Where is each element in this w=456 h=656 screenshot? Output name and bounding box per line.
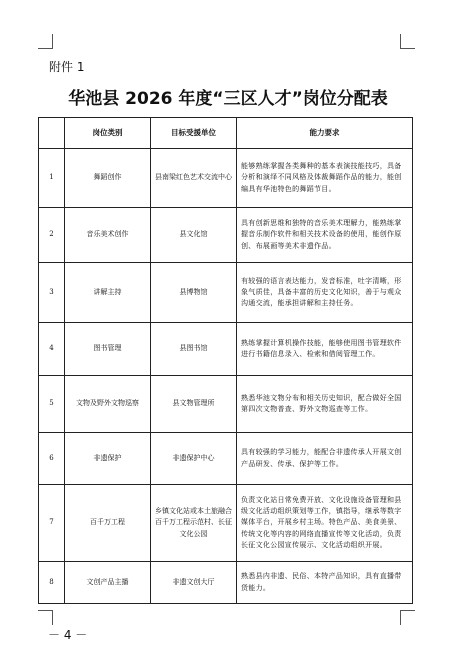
table-row [39,149,413,208]
row-unit: 乡镇文化站或本土旅融合百千万工程示范村、长征文化公园 [151,485,237,562]
row-category: 图书管理 [65,323,151,376]
header-unit: 目标受援单位 [151,118,237,149]
row-unit: 县文物管理所 [151,376,237,433]
row-unit: 县南梁红色艺术交流中心 [151,149,237,208]
row-number: 1 [39,149,65,208]
row-category: 讲解主持 [65,263,151,323]
allocation-table [38,117,413,604]
row-requirement: 熟悉县内非遗、民俗、本特产品知识，具有直播带货能力。 [237,562,413,604]
row-requirement: 熟悉华池文物分布和相关历史知识，配合做好全国第四次文物普查、野外文物巡查等工作。 [237,376,413,433]
row-unit: 非遗文创大厅 [151,562,237,604]
row-category: 舞蹈创作 [65,149,151,208]
row-requirement: 熟练掌握计算机操作技能，能够使用图书管理软件进行书籍信息录入、检索和借阅管理工作。 [237,323,413,376]
row-unit: 县博物馆 [151,263,237,323]
table-row [39,263,413,323]
row-category: 文创产品主播 [65,562,151,604]
table-row [39,562,413,604]
header-index [39,118,65,149]
row-unit: 县图书馆 [151,323,237,376]
row-category: 音乐美术创作 [65,208,151,263]
page-number: － 4 － [48,628,88,642]
table-row [39,208,413,263]
row-number: 2 [39,208,65,263]
row-number: 8 [39,562,65,604]
table-row [39,323,413,376]
crop-mark-top-right [400,34,415,49]
row-number: 7 [39,485,65,562]
row-requirement: 能够熟练掌握各类舞种的基本表演技能技巧，具备分析和演绎不同风格及体裁舞蹈作品的能力，能创编具有华池特色的舞蹈节目。 [237,149,413,208]
table-row [39,376,413,433]
row-unit: 县文化馆 [151,208,237,263]
row-requirement: 有较强的语言表达能力，发音标准，吐字清晰，形象气质佳，具备丰富的历史文化知识，善于与观众沟通交流，能承担讲解和主持任务。 [237,263,413,323]
attachment-label: 附件 1 [49,60,85,74]
row-number: 4 [39,323,65,376]
crop-mark-bottom-left [38,610,53,625]
row-number: 6 [39,433,65,485]
page-title: 华池县 2026 年度“三区人才”岗位分配表 [68,89,388,109]
table-row [39,433,413,485]
row-category: 文物及野外文物巡察 [65,376,151,433]
row-requirement: 负责文化站日常免费开放、文化设施设备管理和县级文化活动组织策划等工作，镇指导，继承等数字媒体平台，开展乡村主场。特色产品、美食美景、传统文化等内容的网络直播宣传等文化活动，负责长征文化公园宣传展示、文化活动组织开展。 [237,485,413,562]
table-row [39,485,413,562]
row-unit: 非遗保护中心 [151,433,237,485]
header-category: 岗位类别 [65,118,151,149]
row-number: 5 [39,376,65,433]
row-category: 非遗保护 [65,433,151,485]
row-requirement: 具有创新思维和独特的音乐美术理解力，能熟练掌握音乐制作软件和相关技术设备的使用，能创作原创、布展画等美术非遗作品。 [237,208,413,263]
table-header-row [39,118,413,149]
crop-mark-top-left [38,34,53,49]
row-requirement: 具有较强的学习能力，能配合非遗传承人开展文创产品研发、传承、保护等工作。 [237,433,413,485]
crop-mark-bottom-right [400,610,415,625]
row-category: 百千万工程 [65,485,151,562]
row-number: 3 [39,263,65,323]
header-requirement: 能力要求 [237,118,413,149]
